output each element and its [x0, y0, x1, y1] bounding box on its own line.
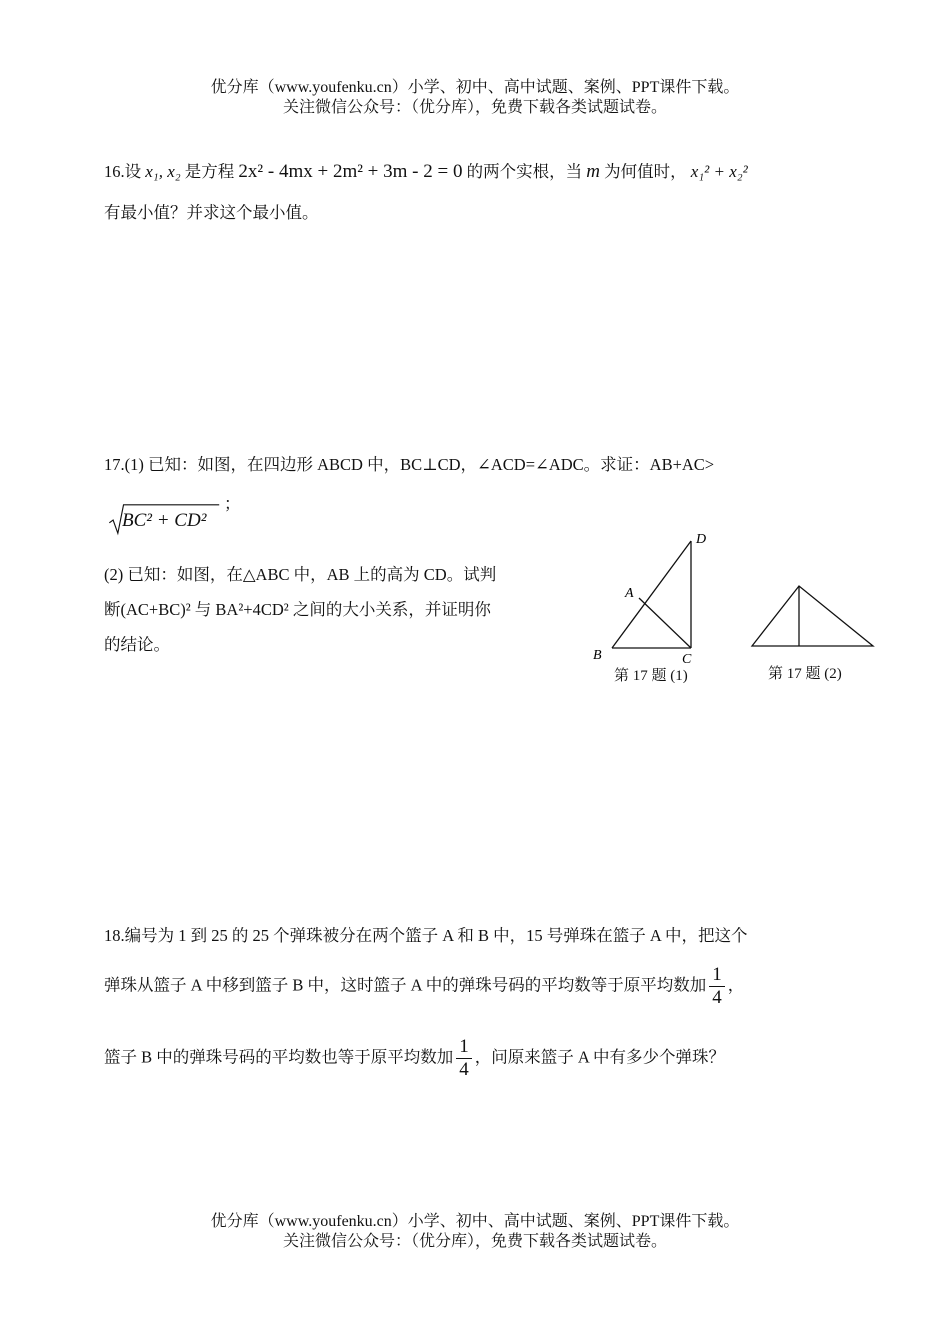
line-AC	[639, 598, 691, 648]
q16-equation: 2x² - 4mx + 2m² + 3m - 2 = 0	[238, 161, 463, 182]
triangle	[752, 586, 873, 646]
q16-expr: x₁² + x₂²	[690, 162, 748, 181]
line-BD	[612, 541, 691, 648]
fraction-one-quarter-2	[456, 1036, 472, 1081]
question-18-line-3	[104, 1036, 725, 1081]
q16-mid3: 为何值时，	[604, 162, 687, 181]
figure-17-1	[590, 528, 720, 668]
page-footer	[0, 1212, 950, 1252]
q16-vars: x₁, x₂	[145, 162, 181, 181]
label-D: D	[696, 532, 707, 547]
q18-line3-end: ，问原来篮子 A 中有多少个弹珠？	[474, 1047, 726, 1067]
header-line-1: 优分库（www.youfenku.cn）小学、初中、高中试题、案例、PPT课件下载。	[210, 79, 740, 96]
question-17-part-1: 17.(1) 已知：如图，在四边形 ABCD 中，BC⊥CD，∠ACD=∠ADC。求证：AB+AC>	[104, 455, 715, 474]
footer-line-2: 关注微信公众号：（优分库），免费下载各类试题试卷。	[282, 1233, 667, 1250]
question-17-part-2	[104, 565, 580, 655]
header-line-2: 关注微信公众号：（优分库），免费下载各类试题试卷。	[282, 99, 667, 116]
q16-m: m	[586, 161, 600, 182]
q18-line2-end: ，	[727, 975, 745, 995]
fraction-numerator-2: 1	[456, 1036, 472, 1059]
q17-part2-line-3: 的结论。	[104, 635, 170, 654]
q17-part2-line-2: 断(AC+BC)² 与 BA²+4CD² 之间的大小关系，并证明你	[104, 600, 491, 619]
question-16-line-2: 有最小值？并求这个最小值。	[104, 203, 319, 222]
q17-part2-line-1: (2) 已知：如图，在△ABC 中，AB 上的高为 CD。试判	[104, 565, 497, 584]
question-16-line-1	[104, 162, 748, 182]
figure-17-1-caption: 第 17 题 (1)	[614, 668, 688, 684]
figure-17-2-caption: 第 17 题 (2)	[768, 666, 842, 682]
q16-mid1: 是方程	[184, 162, 235, 181]
q18-line2-text: 弹珠从篮子 A 中移到篮子 B 中，这时篮子 A 中的弹珠号码的平均数等于原平均数加	[104, 975, 707, 995]
fraction-denominator-2: 4	[459, 1059, 469, 1080]
fraction-numerator: 1	[709, 964, 725, 987]
fraction-denominator: 4	[712, 987, 722, 1008]
q18-line3-start: 篮子 B 中的弹珠号码的平均数也等于原平均数加	[104, 1047, 454, 1067]
footer-line-1: 优分库（www.youfenku.cn）小学、初中、高中试题、案例、PPT课件下载。	[210, 1213, 740, 1230]
question-18-line-1: 18.编号为 1 到 25 的 25 个弹珠被分在两个篮子 A 和 B 中，15 号弹珠在篮子 A 中，把这个	[104, 926, 748, 945]
label-A: A	[625, 586, 634, 601]
label-B: B	[593, 648, 602, 663]
figure-17-2	[748, 582, 878, 652]
q16-prefix: 16.设	[104, 162, 142, 181]
q17-semicolon: ；	[224, 494, 241, 513]
sqrt-expression: BC² + CD²	[122, 510, 207, 531]
fraction-one-quarter	[709, 964, 725, 1009]
page-header	[0, 78, 950, 118]
question-18-line-2	[104, 964, 744, 1009]
q16-mid2: 的两个实根，当	[466, 162, 583, 181]
label-C: C	[682, 652, 692, 667]
